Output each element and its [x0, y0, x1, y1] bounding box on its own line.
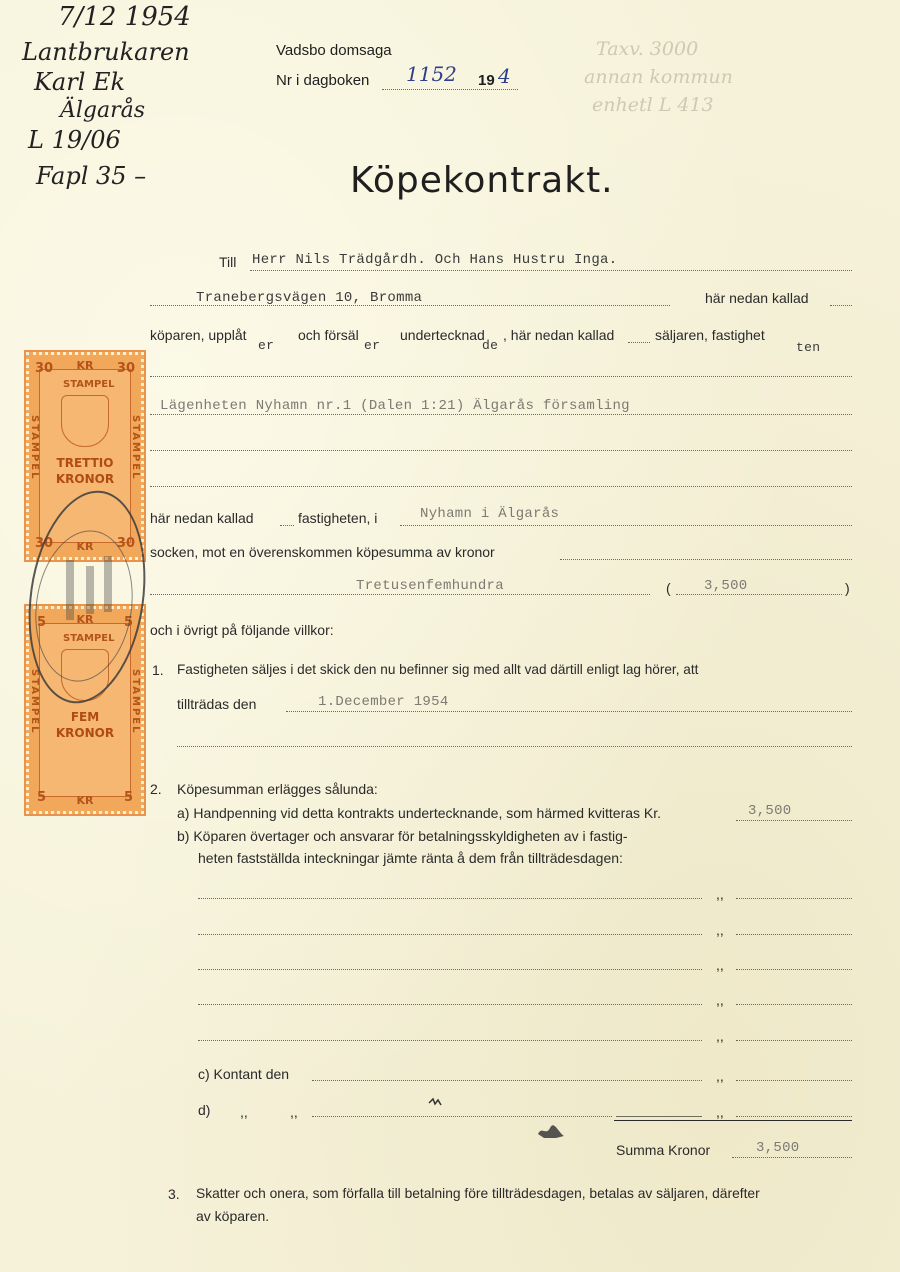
till-label: Till [219, 254, 237, 270]
line3-part-d: , här nedan kallad [503, 327, 615, 343]
year-suffix: 4 [498, 64, 511, 88]
stamp-top-value-tr: 30 [116, 361, 135, 376]
stamp-top-value-bl: 30 [35, 536, 54, 551]
stamp-bottom-word2: KRONOR [55, 726, 115, 740]
line3-ten: ten [796, 340, 821, 355]
line3-er-2: er [364, 338, 381, 353]
stamp-bottom-kr-top: KR [76, 613, 94, 626]
crown-crest-icon [61, 395, 109, 447]
stamp-top-band-right: STAMPEL [130, 415, 141, 481]
line3-part-b: och försäl [298, 327, 359, 343]
ditto-mark-6: ,, [716, 1068, 724, 1084]
stamp-bottom-value-tr: 5 [123, 615, 133, 630]
margin-note-fapl: Fapl 35 – [36, 162, 147, 190]
property-description: Lägenheten Nyhamn nr.1 (Dalen 1:21) Älgarås församling [160, 398, 630, 414]
tilltrades-label: tillträdas den [177, 696, 257, 712]
stamp-top-band-arc: STAMPEL [63, 379, 115, 390]
amount-words: Tretusenfemhundra [356, 578, 504, 594]
clause2-d: d) [198, 1102, 211, 1118]
stamp-top-word1: TRETTIO [56, 456, 114, 470]
court-name: Vadsbo domsaga [276, 42, 392, 59]
kallad-label-2: här nedan kallad [150, 510, 254, 526]
clause2-heading: Köpesumman erlägges sålunda: [177, 781, 378, 797]
margin-note-place: Älgarås [60, 98, 146, 123]
stamp-top-band-left: STAMPEL [29, 415, 40, 481]
ink-blot-2 [536, 1122, 566, 1140]
stamp-top-value-br: 30 [116, 536, 135, 551]
margin-note-name: Karl Ek [34, 68, 126, 96]
ditto-mark-4: ,, [716, 992, 724, 1008]
amount-paren-close: ) [845, 580, 850, 596]
line3-part-e: säljaren, fastighet [655, 327, 765, 343]
stamp-bottom-value-tl: 5 [37, 615, 47, 630]
ink-blot-1 [428, 1094, 442, 1104]
clause1-number: 1. [152, 662, 164, 678]
stamp-top-kr-top: KR [76, 359, 94, 372]
stamp-top-word2: KRONOR [55, 472, 115, 486]
margin-note-reference: L 19/06 [28, 126, 121, 154]
diary-number: 1152 [406, 62, 457, 86]
document-title: Köpekontrakt. [350, 160, 614, 201]
line3-de: de [482, 338, 499, 353]
summa-amount: 3,500 [756, 1140, 800, 1156]
stamp-top-value-tl: 30 [35, 361, 54, 376]
ditto-mark-3: ,, [716, 957, 724, 973]
stamp-bottom-value-br: 5 [123, 790, 133, 805]
clause2-c: c) Kontant den [198, 1066, 290, 1082]
pencil-note-1: Taxv. 3000 [596, 38, 699, 60]
property-location: Nyhamn i Älgarås [420, 506, 560, 522]
clause2-b-line2: heten fastställda inteckningar jämte ränta å dem från tillträdesdagen: [198, 850, 623, 866]
ditto-mark-1: ,, [716, 886, 724, 902]
stamp-top-kr-bottom: KR [76, 540, 94, 553]
amount-number: 3,500 [704, 578, 748, 594]
ditto-mark-9: ,, [716, 1104, 724, 1120]
summa-label: Summa Kronor [616, 1142, 711, 1158]
ditto-mark-7: ,, [240, 1104, 248, 1120]
stamp-bottom-word1: FEM [70, 710, 100, 724]
conditions-heading: och i övrigt på följande villkor: [150, 622, 334, 638]
amount-paren-open: ( [666, 580, 671, 596]
margin-date: 7/12 1954 [58, 2, 191, 32]
clause2-number: 2. [150, 781, 162, 797]
clause3-line2: av köparen. [196, 1208, 270, 1224]
summa-rule [614, 1120, 852, 1121]
fastigheten-i-label: fastigheten, i [298, 510, 378, 526]
buyer-address: Tranebergsvägen 10, Bromma [196, 290, 423, 306]
stamp-bottom-value-bl: 5 [37, 790, 47, 805]
pencil-note-2: annan kommun [584, 66, 733, 88]
clause3-number: 3. [168, 1186, 180, 1202]
ditto-mark-5: ,, [716, 1028, 724, 1044]
line3-part-c: undertecknad [400, 327, 485, 343]
clause2-a-amount: 3,500 [748, 803, 792, 819]
stamp-bottom-kr-bottom: KR [76, 794, 94, 807]
ditto-mark-8: ,, [290, 1104, 298, 1120]
clause2-b-line1: b) Köparen övertager och ansvarar för betalningsskyldigheten av i fastig- [177, 828, 628, 844]
buyer-name: Herr Nils Trädgårdh. Och Hans Hustru Inga. [252, 252, 618, 268]
clause1-text: Fastigheten säljes i det skick den nu befinner sig med allt vad därtill enligt lag hörer, att [177, 662, 699, 677]
pencil-note-3: enhetl L 413 [592, 94, 714, 116]
stamp-bottom-band-arc: STAMPEL [63, 633, 115, 644]
kallad-label-1: här nedan kallad [705, 290, 809, 306]
year-prefix: 19 [478, 72, 495, 89]
ditto-mark-2: ,, [716, 922, 724, 938]
line3-er-1: er [258, 338, 275, 353]
line3-part-a: köparen, upplåt [150, 327, 247, 343]
socken-text: socken, mot en överenskommen köpesumma av kronor [150, 544, 495, 560]
stamp-bottom-band-right: STAMPEL [130, 669, 141, 735]
margin-note-occupation: Lantbrukaren [22, 38, 190, 66]
stamp-bottom-band-left: STAMPEL [29, 669, 40, 735]
clause2-a: a) Handpenning vid detta kontrakts undertecknande, som härmed kvitteras Kr. [177, 805, 662, 821]
tilltrades-date: 1.December 1954 [318, 694, 449, 710]
clause3-line1: Skatter och onera, som förfalla till betalning före tillträdesdagen, betalas av säljaren, därefter [196, 1186, 760, 1201]
diary-label: Nr i dagboken [276, 72, 370, 89]
